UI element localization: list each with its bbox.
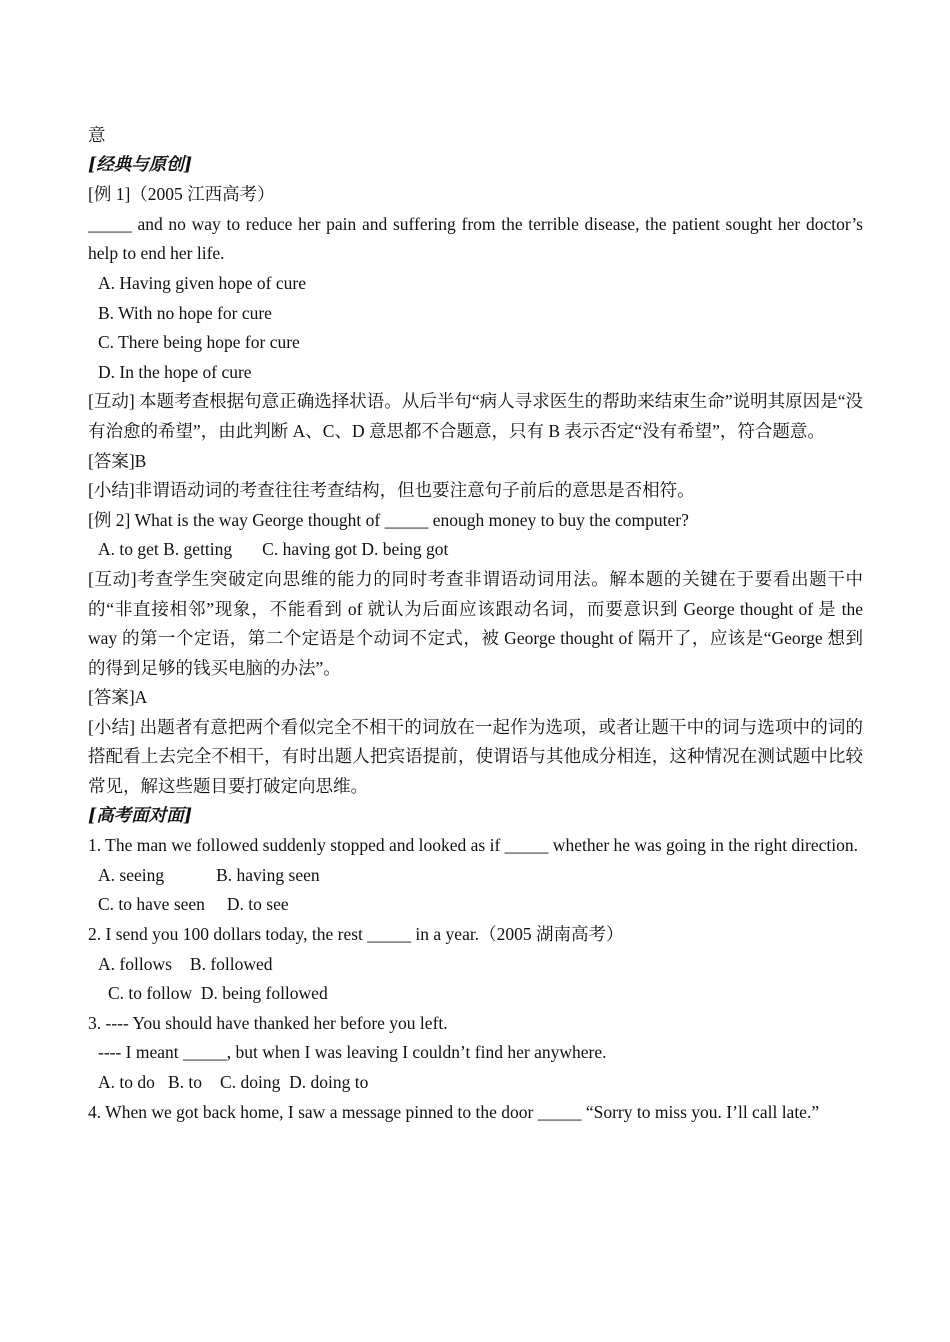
question-2-option-b: B. followed (189, 953, 273, 974)
example-1-label: [例 1]（2005 江西高考） (88, 184, 275, 205)
example-1-option-c: C. There being hope for cure (98, 332, 300, 353)
top-fragment: 意 (88, 125, 106, 145)
question-1-option-b: B. having seen (216, 864, 320, 885)
question-2-option-a: A. follows (98, 953, 172, 974)
question-1-options-row1 (88, 861, 863, 891)
example-1-stem: _____ and no way to reduce her pain and suffering from the terrible disease, the patient sought her doctor’s help to end her life. (88, 213, 863, 264)
question-3-options-cd: C. doing D. doing to (220, 1072, 369, 1092)
question-2-stem: 2. I send you 100 dollars today, the rest _____ in a year.（2005 湖南高考） (88, 924, 624, 945)
question-1-option-a: A. seeing (98, 864, 165, 885)
question-1-option-c: C. to have seen (98, 894, 205, 915)
example-1-option-b: B. With no hope for cure (98, 302, 272, 323)
question-3-options (88, 1068, 863, 1098)
example-2-stem: [例 2] What is the way George thought of _____ enough money to buy the computer? (88, 509, 689, 530)
example-2-summary: [小结] 出题者有意把两个看似完全不相干的词放在一起作为选项，或者让题干中的词与选项中的词的搭配看上去完全不相干，有时出题人把宾语提前，使谓语与其他成分相连，这种情况在测试题中比较常见，解这些题目要打破定向思维。 (88, 716, 863, 797)
section-heading-exam: [高考面对面] (88, 805, 193, 826)
example-1-summary: [小结]非谓语动词的考查往往考查结构，但也要注意句子前后的意思是否相符。 (88, 480, 695, 501)
example-2-options-ab: A. to get B. getting (98, 539, 233, 560)
example-1-option-d: D. In the hope of cure (98, 361, 252, 382)
question-1-option-d: D. to see (226, 894, 289, 915)
question-2-options-row2: C. to follow D. being followed (108, 983, 328, 1004)
question-3-options-ab: A. to do B. to (98, 1072, 203, 1092)
question-2-options-row1 (88, 950, 863, 980)
section-heading-classic: [经典与原创] (88, 154, 193, 175)
example-2-interaction: [互动]考查学生突破定向思维的能力的同时考查非谓语动词用法。解本题的关键在于要看出题干中的“非直接相邻”现象，不能看到 of 就认为后面应该跟动名词，而要意识到 George thought of 是 the way 的第一个定语，第二个定语是个动词不定式，被 George thought of 隔开了，应该是“George 想到的得到足够的钱买电脑的办法”。 (88, 568, 863, 678)
document-page (88, 121, 863, 1127)
question-3-line1: 3. ---- You should have thanked her before you left. (88, 1012, 448, 1033)
example-2-options (88, 535, 863, 565)
example-2-answer: [答案]A (88, 687, 148, 708)
example-1-interaction: [互动] 本题考查根据句意正确选择状语。从后半句“病人寻求医生的帮助来结束生命”说明其原因是“没有治愈的希望”，由此判断 A、C、D 意思都不合题意，只有 B 表示否定“没有希望”，符合题意。 (88, 391, 863, 441)
example-2-options-cd: C. having got D. being got (262, 539, 449, 560)
question-1-options-row2 (88, 890, 863, 920)
question-3-line2: ---- I meant _____, but when I was leaving I couldn’t find her anywhere. (98, 1042, 607, 1063)
question-1-stem: 1. The man we followed suddenly stopped and looked as if _____ whether he was going in the right direction. (88, 835, 858, 856)
example-1-option-a: A. Having given hope of cure (98, 272, 306, 293)
example-1-answer: [答案]B (88, 450, 147, 471)
question-4-stem: 4. When we got back home, I saw a message pinned to the door _____ “Sorry to miss you. I’ll call late.” (88, 1101, 820, 1122)
